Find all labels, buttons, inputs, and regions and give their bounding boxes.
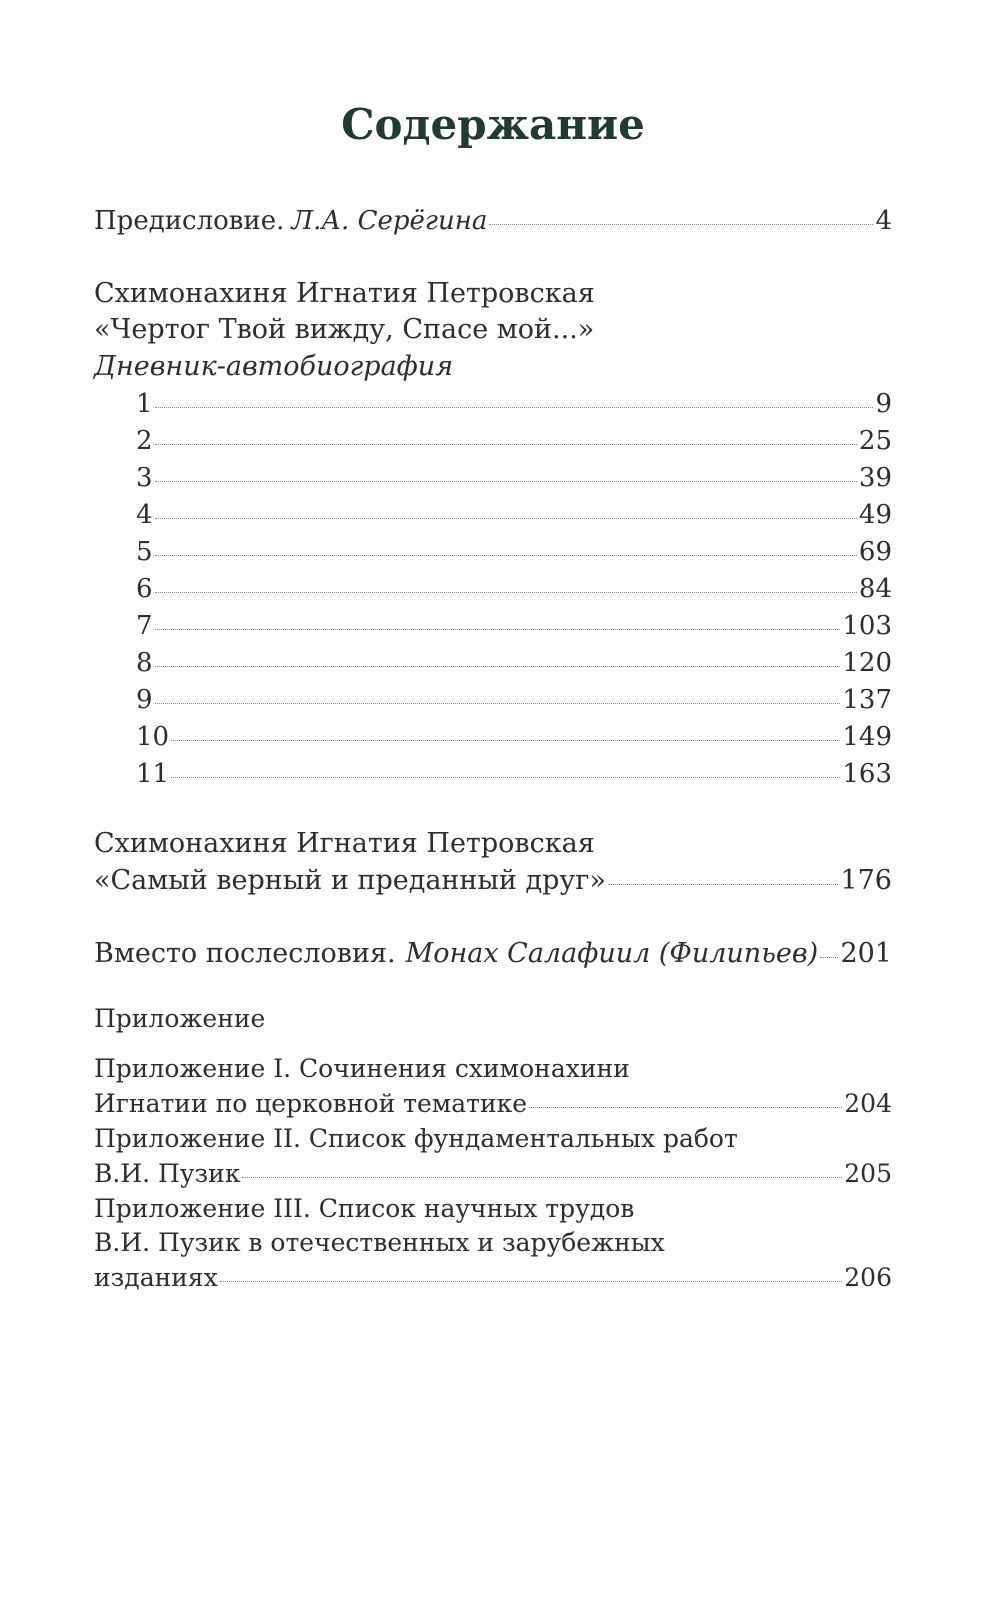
toc-entry-chapter[interactable]: 5 69 xyxy=(136,537,892,567)
appendix-3-line: В.И. Пузик в отечественных и зарубежных xyxy=(94,1228,665,1257)
dot-leader xyxy=(820,957,838,958)
toc-entry-chapter[interactable]: 2 25 xyxy=(136,426,892,456)
section1-subtitle: Дневник-автобиография xyxy=(94,351,454,382)
toc-entry-chapter[interactable]: 9 137 xyxy=(136,685,892,715)
section1-author: Схимонахиня Игнатия Петровская xyxy=(94,278,595,309)
preface-author: Л.А. Серёгина xyxy=(291,206,488,236)
toc-entry-preface[interactable] xyxy=(94,206,892,236)
dot-leader xyxy=(489,224,873,225)
toc-entry-afterword[interactable] xyxy=(94,938,892,969)
page-number: 9 xyxy=(875,389,892,419)
appendix-3-line: Приложение III. Список научных трудов xyxy=(94,1194,635,1223)
dot-leader xyxy=(171,740,840,741)
toc-entry-chapter[interactable]: 11 163 xyxy=(136,759,892,789)
dot-leader xyxy=(155,555,857,556)
dot-leader xyxy=(155,518,857,519)
page-number: 4 xyxy=(875,206,892,236)
page-number: 137 xyxy=(842,685,892,715)
toc-entry-appendix-1[interactable]: Игнатии по церковной тематике 204 xyxy=(94,1089,892,1118)
section1-title: «Чертог Твой вижду, Спасе мой...» xyxy=(94,314,595,345)
appendix-heading: Приложение xyxy=(94,1004,266,1033)
dot-leader xyxy=(155,407,874,408)
dot-leader xyxy=(155,629,841,630)
page-number: 149 xyxy=(842,722,892,752)
preface-label: Предисловие. xyxy=(94,206,285,236)
section2-title: «Самый верный и преданный друг» xyxy=(94,865,606,896)
toc-entry-chapter[interactable]: 4 49 xyxy=(136,500,892,530)
page-title: Содержание xyxy=(341,100,645,149)
page-number: 84 xyxy=(858,574,892,604)
dot-leader xyxy=(608,884,839,885)
appendix-1-line: Приложение I. Сочинения схимонахини xyxy=(94,1054,630,1083)
dot-leader xyxy=(155,666,841,667)
dot-leader xyxy=(220,1281,842,1282)
page-number: 205 xyxy=(844,1159,892,1188)
page-number: 201 xyxy=(840,938,892,969)
toc-entry-chapter[interactable]: 1 9 xyxy=(136,389,892,419)
appendix-2-line: Приложение II. Список фундаментальных работ xyxy=(94,1124,738,1153)
toc-entry-chapter[interactable]: 7 103 xyxy=(136,611,892,641)
page-number: 120 xyxy=(842,648,892,678)
dot-leader xyxy=(171,777,840,778)
page-number: 25 xyxy=(858,426,892,456)
page-number: 163 xyxy=(842,759,892,789)
page-number: 69 xyxy=(858,537,892,567)
toc-entry-appendix-2[interactable]: В.И. Пузик 205 xyxy=(94,1159,892,1188)
toc-entry-chapter[interactable]: 8 120 xyxy=(136,648,892,678)
dot-leader xyxy=(529,1107,842,1108)
afterword-label: Вместо послесловия. xyxy=(94,938,396,969)
page-number: 39 xyxy=(858,463,892,493)
page-number: 204 xyxy=(844,1089,892,1118)
dot-leader xyxy=(155,592,857,593)
page-number: 49 xyxy=(858,500,892,530)
dot-leader xyxy=(242,1177,842,1178)
dot-leader xyxy=(155,481,857,482)
page-number: 103 xyxy=(842,611,892,641)
toc-entry-appendix-3[interactable]: изданиях 206 xyxy=(94,1263,892,1292)
dot-leader xyxy=(155,703,841,704)
toc-entry-chapter[interactable]: 10 149 xyxy=(136,722,892,752)
page-number: 206 xyxy=(844,1263,892,1292)
page-number: 176 xyxy=(840,865,892,896)
toc-entry-chapter[interactable]: 6 84 xyxy=(136,574,892,604)
toc-entry-chapter[interactable]: 3 39 xyxy=(136,463,892,493)
afterword-author: Монах Салафиил (Филипьев) xyxy=(405,938,819,969)
section2-author: Схимонахиня Игнатия Петровская xyxy=(94,828,595,859)
toc-entry-section2[interactable] xyxy=(94,865,892,896)
dot-leader xyxy=(155,444,857,445)
